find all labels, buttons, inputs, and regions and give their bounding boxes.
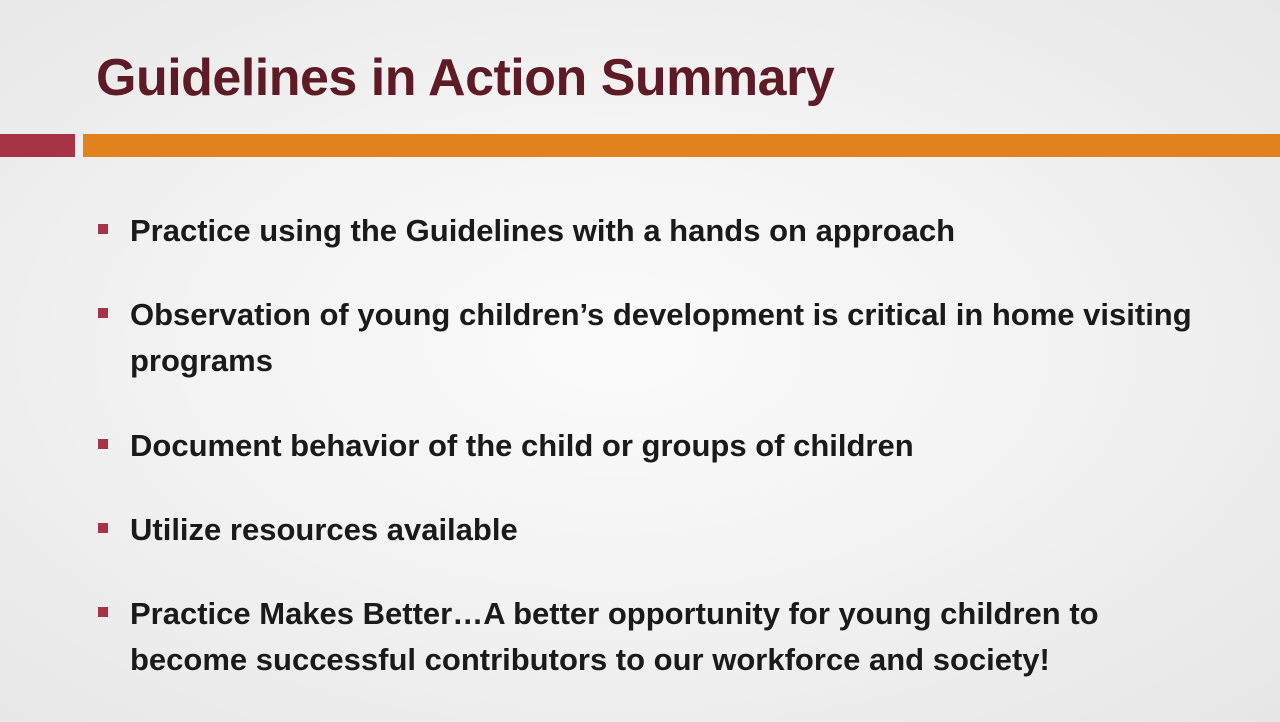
bullet-text: Utilize resources available bbox=[130, 512, 518, 547]
title-accent-bar-left bbox=[0, 134, 75, 157]
bullet-text: Practice Makes Better…A better opportunity for young children to become successful contributors to our workforce and society! bbox=[130, 596, 1099, 677]
square-bullet-icon bbox=[98, 607, 108, 617]
square-bullet-icon bbox=[98, 439, 108, 449]
bullet-text: Document behavior of the child or groups of children bbox=[130, 428, 914, 463]
square-bullet-icon bbox=[98, 224, 108, 234]
bullet-list bbox=[96, 208, 1206, 722]
square-bullet-icon bbox=[98, 308, 108, 318]
bullet-item bbox=[96, 591, 1206, 683]
bullet-item bbox=[96, 292, 1206, 384]
bullet-item bbox=[96, 423, 1206, 469]
bullet-item bbox=[96, 208, 1206, 254]
bullet-item bbox=[96, 507, 1206, 553]
bullet-text: Observation of young children’s development is critical in home visiting programs bbox=[130, 297, 1192, 378]
square-bullet-icon bbox=[98, 523, 108, 533]
bullet-text: Practice using the Guidelines with a hands on approach bbox=[130, 213, 956, 248]
slide-title: Guidelines in Action Summary bbox=[96, 49, 835, 107]
title-accent-bar-right bbox=[83, 134, 1280, 157]
